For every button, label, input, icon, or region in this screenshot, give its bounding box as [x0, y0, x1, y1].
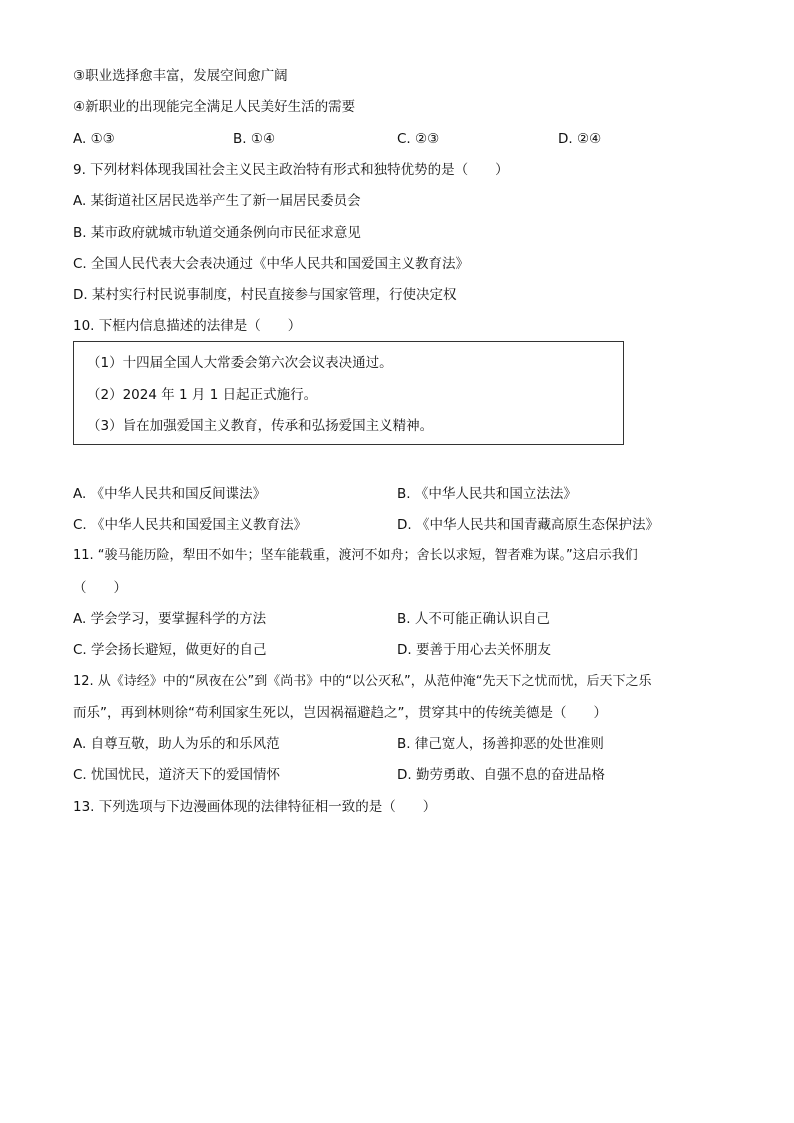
q9-option-c: C. 全国人民代表大会表决通过《中华人民共和国爱国主义教育法》: [73, 256, 470, 272]
q8-option-a: A. ①③: [73, 131, 115, 147]
q12-stem-line-1: 12. 从《诗经》中的“夙夜在公”到《尚书》中的“以公灭私”，从范仲淹“先天下之忧而忧，后天下之乐: [73, 674, 652, 689]
q11-option-a: A. 学会学习，要掌握科学的方法: [73, 611, 267, 627]
q12-stem-line-2: 而乐”，再到林则徐“苟利国家生死以，岂因祸福避趋之”，贯穿其中的传统美德是（ ）: [73, 705, 607, 721]
q11-option-d: D. 要善于用心去关怀朋友: [397, 642, 551, 658]
q12-option-c: C. 忧国忧民，道济天下的爱国情怀: [73, 767, 281, 783]
q8-item-4: ④新职业的出现能完全满足人民美好生活的需要: [73, 99, 356, 115]
q8-item-3: ③职业选择愈丰富，发展空间愈广阔: [73, 68, 288, 84]
q10-option-c: C. 《中华人民共和国爱国主义教育法》: [73, 517, 308, 533]
q10-stem: 10. 下框内信息描述的法律是（ ）: [73, 318, 302, 334]
q9-option-a: A. 某街道社区居民选举产生了新一届居民委员会: [73, 193, 361, 209]
q9-option-d: D. 某村实行村民说事制度，村民直接参与国家管理，行使决定权: [73, 287, 457, 303]
q10-option-b: B. 《中华人民共和国立法法》: [397, 486, 577, 502]
q12-option-a: A. 自尊互敬，助人为乐的和乐风范: [73, 736, 280, 752]
q9-stem: 9. 下列材料体现我国社会主义民主政治特有形式和独特优势的是（ ）: [73, 162, 509, 178]
q9-option-b: B. 某市政府就城市轨道交通条例向市民征求意见: [73, 225, 361, 241]
q8-option-c: C. ②③: [397, 131, 440, 147]
q10-info-box: [73, 341, 624, 445]
q11-option-b: B. 人不可能正确认识自己: [397, 611, 550, 627]
q10-box-line-3: （3）旨在加强爱国主义教育，传承和弘扬爱国主义精神。: [87, 418, 434, 434]
q13-stem: 13. 下列选项与下边漫画体现的法律特征相一致的是（ ）: [73, 799, 437, 815]
q10-box-line-2: （2）2024 年 1 月 1 日起正式施行。: [87, 387, 318, 403]
q11-stem-line-1: 11. “骏马能历险，犁田不如牛；坚车能载重，渡河不如舟；舍长以求短，智者难为谋。”这启示我们: [73, 548, 638, 563]
q11-stem-line-2: （ ）: [73, 580, 127, 596]
q10-box-line-1: （1）十四届全国人大常委会第六次会议表决通过。: [87, 355, 393, 371]
q10-option-a: A. 《中华人民共和国反间谍法》: [73, 486, 267, 502]
q12-option-d: D. 勤劳勇敢、自强不息的奋进品格: [397, 767, 605, 783]
q10-option-d: D. 《中华人民共和国青藏高原生态保护法》: [397, 517, 659, 533]
q8-option-d: D. ②④: [558, 131, 602, 147]
q11-option-c: C. 学会扬长避短，做更好的自己: [73, 642, 267, 658]
q8-option-b: B. ①④: [233, 131, 276, 147]
q12-option-b: B. 律己宽人，扬善抑恶的处世准则: [397, 736, 604, 752]
